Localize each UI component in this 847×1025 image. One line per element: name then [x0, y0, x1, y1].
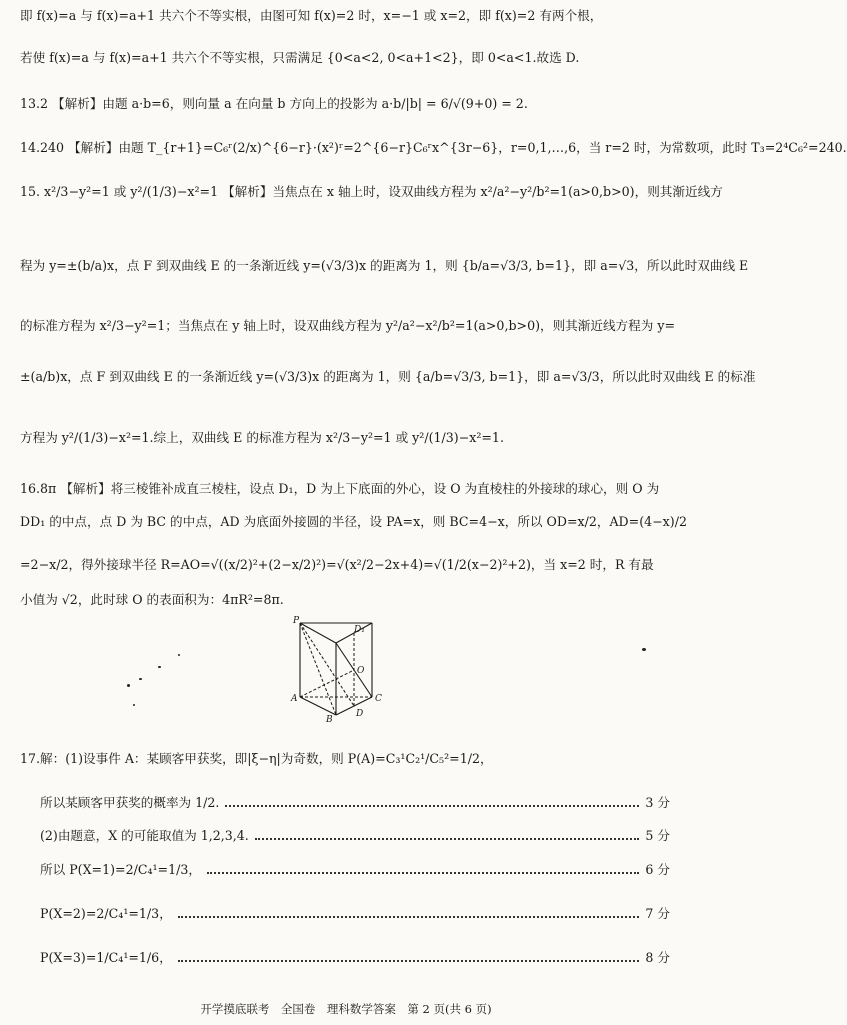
- scoring-step-text: P(X=3)=1/C₄¹=1/6，: [40, 950, 172, 965]
- scoring-row: [40, 906, 670, 922]
- dot-leader: [178, 959, 640, 962]
- scoring-step-text: P(X=2)=2/C₄¹=1/3，: [40, 906, 172, 921]
- scan-speck: [178, 654, 180, 656]
- text-line: 程为 y=±(b/a)x，点 F 到双曲线 E 的一条渐近线 y=(√3/3)x 的距离为 1，则 {b/a=√3/3, b=1}，即 a=√3，所以此时双曲线 E: [20, 258, 749, 273]
- scan-speck: [158, 666, 161, 668]
- scoring-step-text: 所以某顾客甲获奖的概率为 1/2.: [40, 795, 220, 810]
- points-label: 7 分: [645, 906, 670, 921]
- label-D: D: [356, 709, 364, 719]
- text-line: 即 f(x)=a 与 f(x)=a+1 共六个不等实根，由图可知 f(x)=2 时，x=−1 或 x=2，即 f(x)=2 有两个根，: [20, 8, 603, 23]
- label-P: P: [293, 616, 300, 626]
- points-label: 8 分: [645, 950, 670, 965]
- label-A: A: [291, 694, 298, 704]
- dot-leader: [178, 915, 640, 918]
- dot-leader: [255, 837, 640, 840]
- label-D1: D₁: [354, 625, 365, 635]
- edge-top-left: [300, 623, 336, 643]
- page-footer: 开学摸底联考 全国卷 理科数学答案 第 2 页(共 6 页): [200, 1002, 492, 1016]
- text-line: 若使 f(x)=a 与 f(x)=a+1 共六个不等实根，只需满足 {0<a<2, 0<a+1<2}，即 0<a<1.故选 D.: [20, 50, 580, 65]
- segment-P-B: [300, 623, 336, 715]
- dot-leader: [225, 804, 639, 807]
- scan-speck: [139, 678, 142, 680]
- text-line: ±(a/b)x，点 F 到双曲线 E 的一条渐近线 y=(√3/3)x 的距离为 1，则 {a/b=√3/3, b=1}，即 a=√3/3，所以此时双曲线 E 的标准: [20, 369, 756, 384]
- scan-speck: [642, 648, 646, 651]
- label-C: C: [375, 694, 382, 704]
- points-label: 6 分: [645, 862, 670, 877]
- scoring-row: [40, 795, 670, 811]
- scoring-row: [40, 828, 670, 844]
- text-line: 13.2 【解析】由题 a·b=6，则向量 a 在向量 b 方向上的投影为 a·b/|b| = 6/√(9+0) = 2.: [20, 96, 528, 111]
- points-label: 5 分: [645, 828, 670, 843]
- text-line: 的标准方程为 x²/3−y²=1；当焦点在 y 轴上时，设双曲线方程为 y²/a²−x²/b²=1(a>0,b>0)，则其渐近线方程为 y=: [20, 318, 676, 333]
- points-label: 3 分: [645, 795, 670, 810]
- segment-A-O: [300, 670, 354, 697]
- label-B: B: [326, 715, 333, 725]
- text-line: 17.解：(1)设事件 A：某顾客甲获奖，即|ξ−η|为奇数，则 P(A)=C₃¹C₂¹/C₅²=1/2，: [20, 751, 493, 766]
- text-line: DD₁ 的中点，点 D 为 BC 的中点，AD 为底面外接圆的半径，设 PA=x，则 BC=4−x，所以 OD=x/2，AD=(4−x)/2: [20, 514, 687, 529]
- scoring-row: [40, 950, 670, 966]
- label-O: O: [357, 666, 365, 676]
- scan-speck: [133, 704, 135, 706]
- scoring-step-text: 所以 P(X=1)=2/C₄¹=1/3，: [40, 862, 201, 877]
- text-line: 方程为 y²/(1/3)−x²=1.综上，双曲线 E 的标准方程为 x²/3−y²=1 或 y²/(1/3)−x²=1.: [20, 430, 504, 445]
- text-line: 14.240 【解析】由题 T_{r+1}=C₆ʳ(2/x)^{6−r}·(x²)ʳ=2^{6−r}C₆ʳx^{3r−6}，r=0,1,…,6，当 r=2 时，为常数项，此时 T₃=2⁴C₆²=240.: [20, 140, 847, 155]
- prism-figure: [290, 615, 410, 723]
- scoring-row: [40, 862, 670, 878]
- segment-P-D: [300, 623, 354, 706]
- text-line: 15. x²/3−y²=1 或 y²/(1/3)−x²=1 【解析】当焦点在 x 轴上时，设双曲线方程为 x²/a²−y²/b²=1(a>0,b>0)，则其渐近线方: [20, 184, 723, 199]
- scan-speck: [127, 684, 130, 687]
- text-line: 16.8π 【解析】将三棱锥补成直三棱柱，设点 D₁，D 为上下底面的外心，设 O 为直棱柱的外接球的球心，则 O 为: [20, 481, 660, 496]
- scoring-step-text: (2)由题意，X 的可能取值为 1,2,3,4.: [40, 828, 249, 843]
- dot-leader: [207, 871, 639, 874]
- edge-AB: [300, 697, 336, 715]
- text-line: =2−x/2，得外接球半径 R=AO=√((x/2)²+(2−x/2)²)=√(x²/2−2x+4)=√(1/2(x−2)²+2)，当 x=2 时，R 有最: [20, 557, 654, 572]
- text-line: 小值为 √2，此时球 O 的表面积为：4πR²=8π.: [20, 592, 284, 607]
